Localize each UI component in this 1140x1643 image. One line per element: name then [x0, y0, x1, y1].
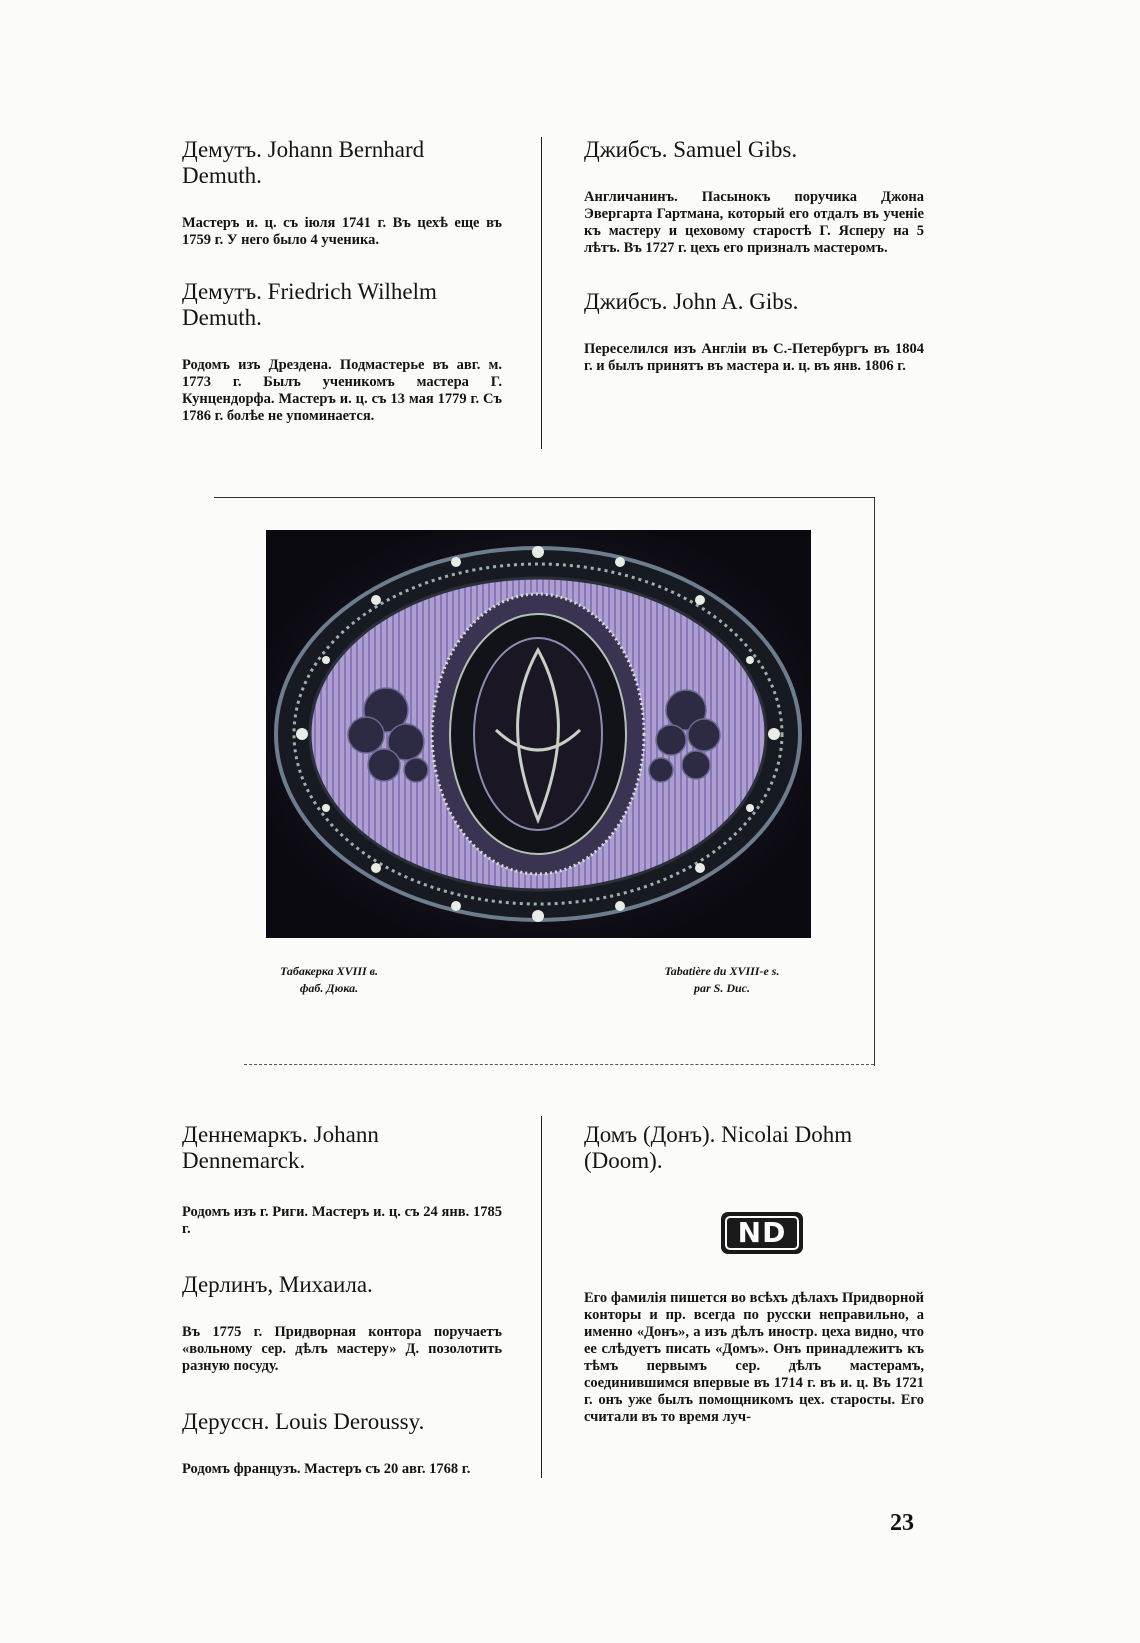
entry-text: Родомъ изъ Дрездена. Подмастерье въ авг. м. 1773 г. Былъ ученикомъ мастера Г. Кунцендорфа. Мастеръ и. ц. съ 13 мая 1779 г. Съ 1786 г. болѣе не упоминается. [182, 357, 502, 424]
page-number: 23 [890, 1510, 914, 1536]
column-divider-top [541, 137, 542, 449]
entry-text: Англичанинъ. Пасынокъ поручика Джона Эвергарта Гартмана, который его отдалъ въ ученіе къ мастеру и цеховому старостѣ Г. Ясперу на 5 лѣтъ. Въ 1727 г. цехъ его призналъ мастеромъ. [584, 189, 924, 256]
entry-heading: Демутъ. Friedrich Wilhelm Demuth. [182, 279, 437, 330]
left-top-column [182, 137, 502, 425]
left-bottom-column [182, 1122, 502, 1478]
entry-heading: Демутъ. Johann Bernhard Demuth. [182, 137, 425, 188]
makers-mark-text: ND [737, 1216, 787, 1249]
entry-heading: Деннемаркъ. Johann Dennemarck. [182, 1122, 379, 1173]
caption-fr-line2: par S. Duc. [693, 981, 750, 995]
column-divider-bottom [541, 1116, 542, 1478]
caption-ru-line2: фаб. Дюка. [299, 981, 359, 995]
entry-text: Переселился изъ Англіи въ С.-Петербургъ въ 1804 г. и былъ принятъ въ мастера и. ц. въ янв. 1806 г. [584, 341, 924, 374]
plate-bottom-rule [244, 1064, 874, 1065]
makers-mark-stamp [721, 1212, 803, 1254]
entry-text: Родомъ изъ г. Риги. Мастеръ и. ц. съ 24 янв. 1785 г. [182, 1204, 502, 1237]
caption-fr-line1: Tabatière du XVIII-e s. [664, 964, 780, 978]
entry-heading: Домъ (Донъ). Nicolai Dohm (Doom). [584, 1122, 853, 1173]
entry-heading: Джибсъ. John A. Gibs. [584, 289, 799, 314]
right-bottom-column [584, 1122, 924, 1174]
entry-heading: Деруссн. Louis Deroussy. [182, 1409, 425, 1434]
caption-ru-line1: Табакерка XVIII в. [279, 964, 379, 978]
entry-heading: Дерлинъ, Михаила. [182, 1272, 373, 1297]
entry-text: Родомъ французъ. Мастеръ съ 20 авг. 1768 г. [182, 1461, 471, 1477]
illustration-plate [214, 497, 875, 1066]
caption-french [622, 963, 822, 997]
snuffbox-photo [266, 530, 811, 938]
caption-russian [239, 963, 419, 997]
entry-text: Его фамилія пишется во всѣхъ дѣлахъ Придворной конторы и пр. всегда по русски неправильно, а именно «Донъ», а изъ дѣлъ иностр. цеха видно, что ее слѣдуетъ писать «Домъ». Онъ принадлежитъ къ тѣмъ первымъ сер. дѣлъ мастерамъ, соединившимся впервые въ 1714 г. въ и. ц. Въ 1721 г. онъ уже былъ помощникомъ цех. старосты. Его считали въ то время луч- [584, 1290, 924, 1425]
entry-text: Въ 1775 г. Придворная контора поручаетъ «вольному сер. дѣлъ мастеру» Д. позолотить разную посуду. [182, 1324, 502, 1374]
right-top-column [584, 137, 924, 375]
entry-text: Мастеръ и. ц. съ іюля 1741 г. Въ цехѣ еще въ 1759 г. У него было 4 ученика. [182, 215, 502, 248]
snuffbox-image [266, 530, 811, 938]
entry-heading: Джибсъ. Samuel Gibs. [584, 137, 798, 162]
right-bottom-text [584, 1290, 924, 1426]
